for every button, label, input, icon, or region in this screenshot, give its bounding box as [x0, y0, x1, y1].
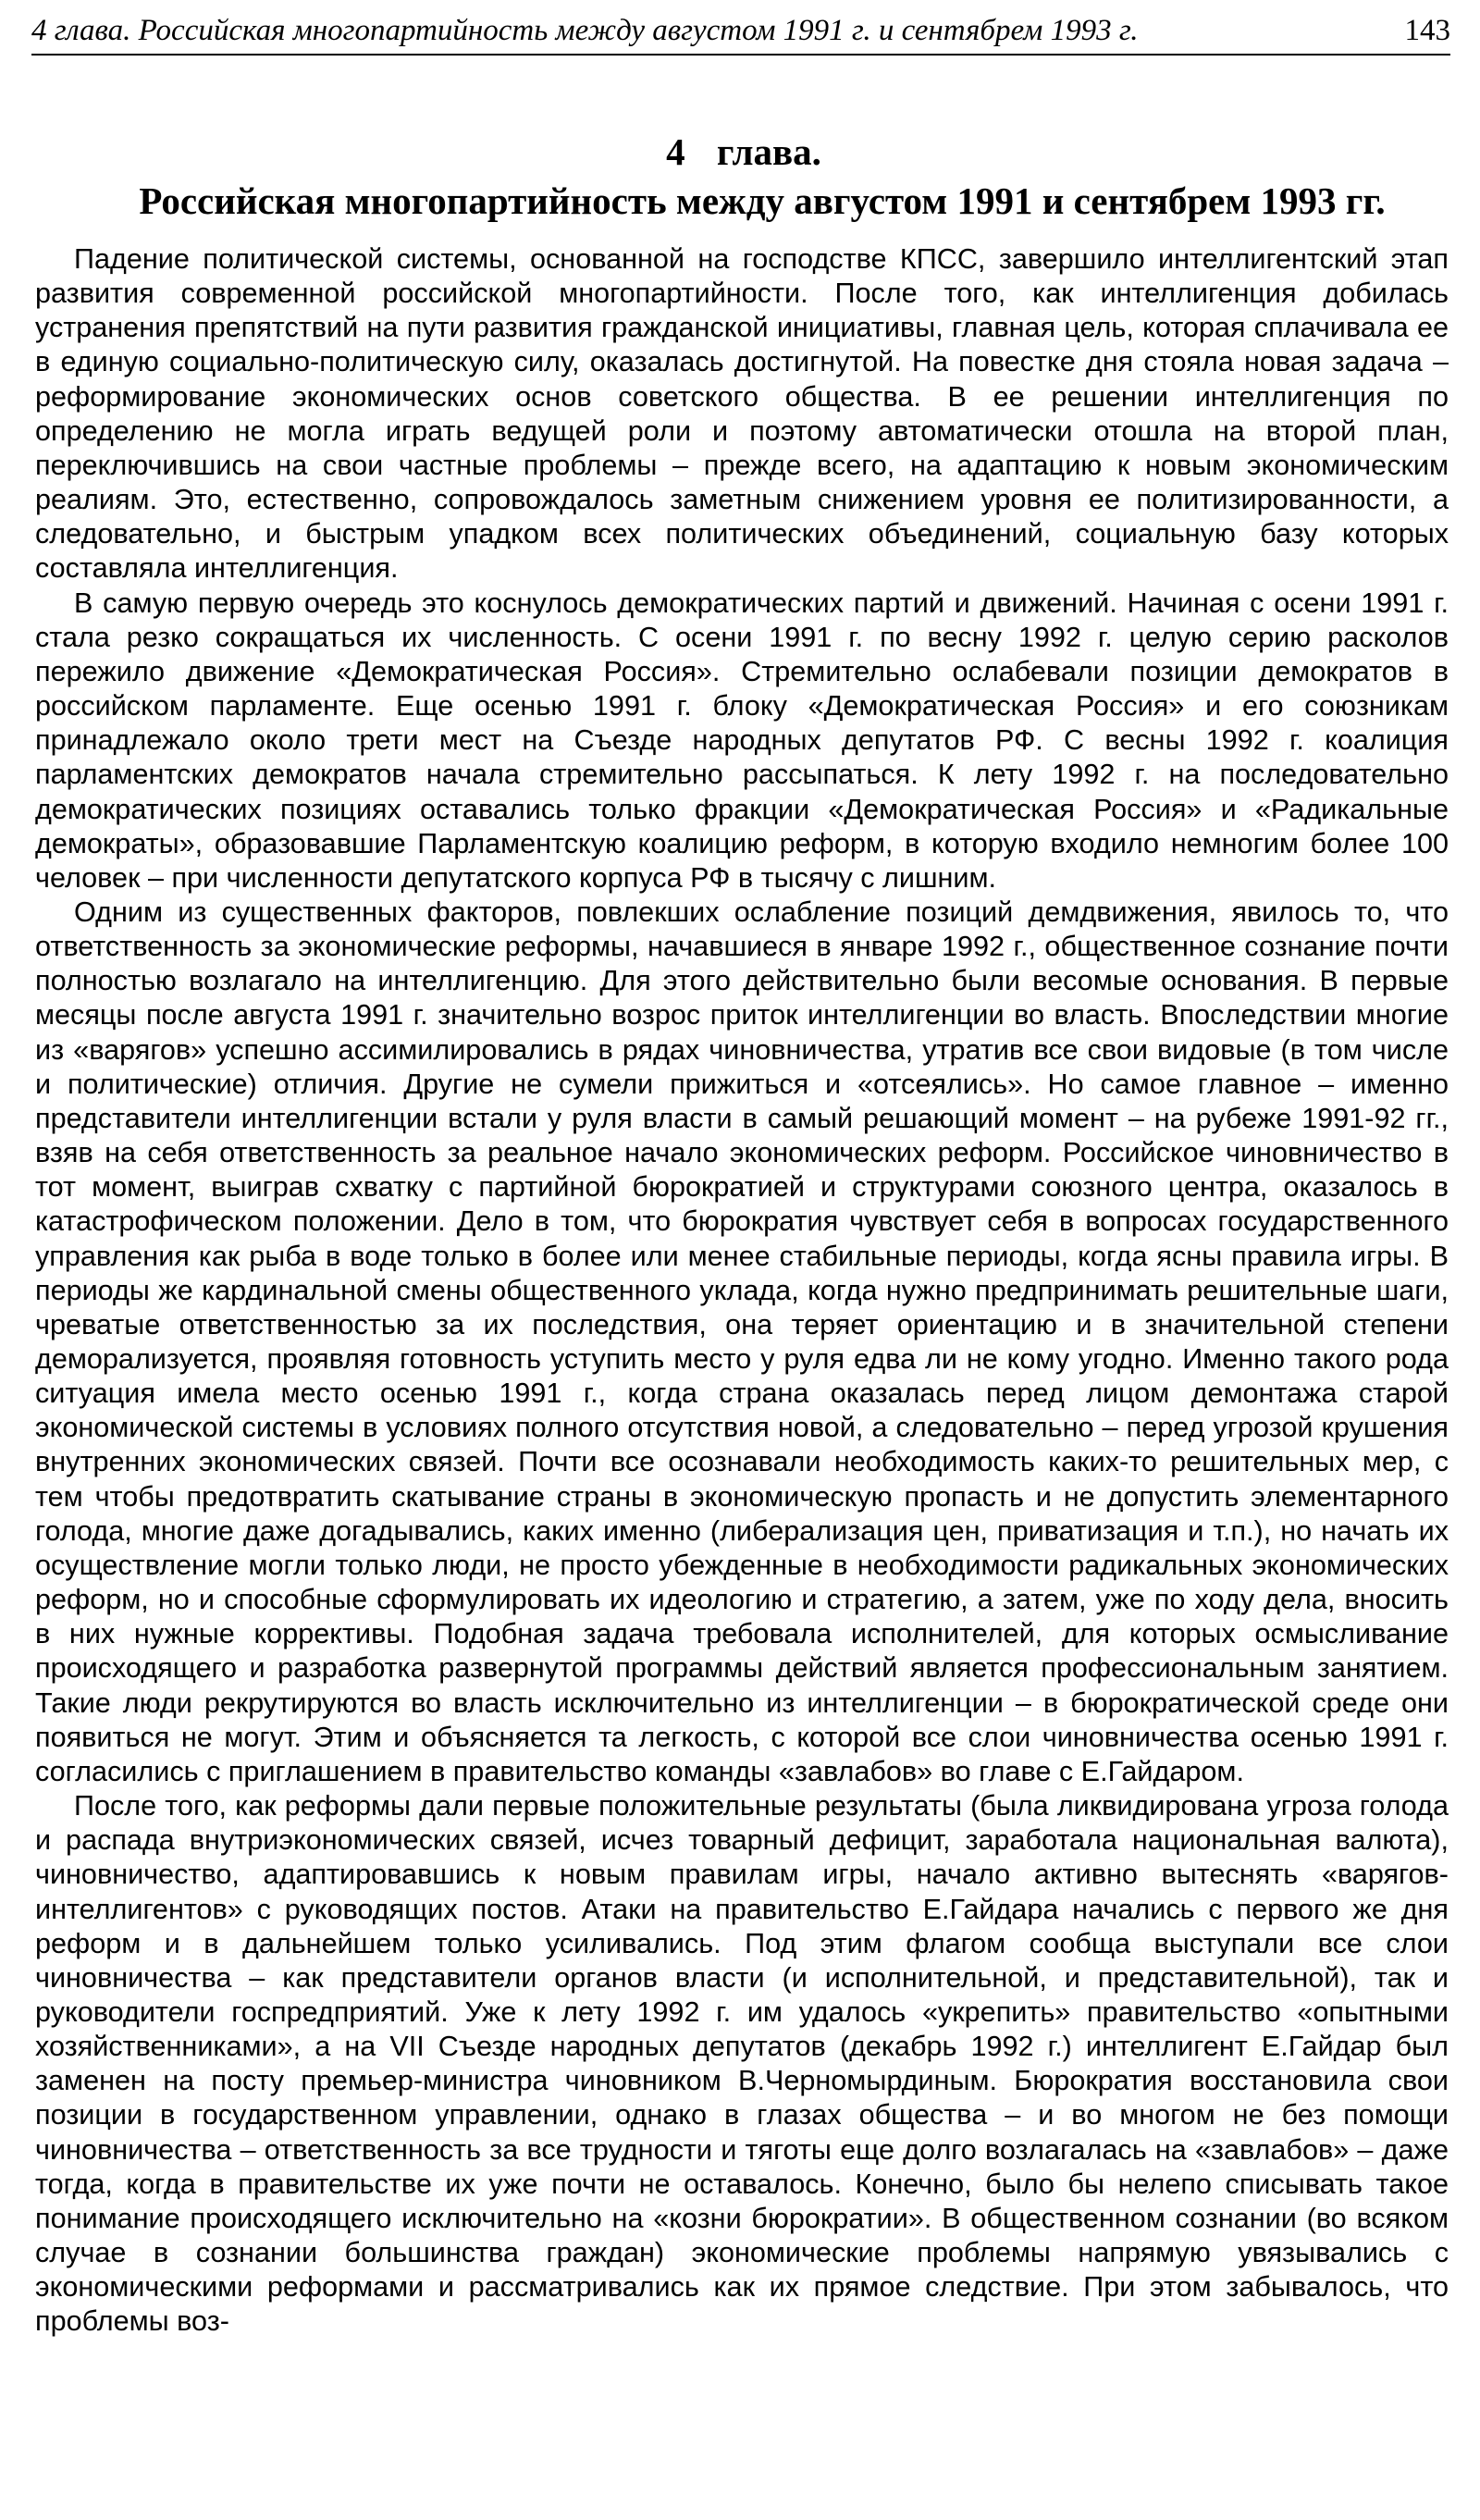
page-number: 143	[1404, 14, 1450, 47]
chapter-number: 4 глава.	[666, 130, 821, 173]
body-text	[35, 242, 1449, 2340]
paragraph: Одним из существенных факторов, повлекших ослабление позиций демдвижения, явилось то, что ответственность за экономические реформы, начавшиеся в январе 1992 г., общественное сознание почти полностью возлагало на интеллигенцию. Для этого действительно были весомые основания. В первые месяцы после августа 1991 г. значительно возрос приток интеллигенции во власть. Впоследствии многие из «варягов» успешно ассимилировались в рядах чиновничества, утратив все свои видовые (в том числе и политические) отличия. Другие не сумели прижиться и «отсеялись». Но самое главное – именно представители интеллигенции встали у руля власти в самый решающий момент – на рубеже 1991-92 гг., взяв на себя ответственность за реальное начало экономических реформ. Российское чиновничество в тот момент, выиграв схватку с партийной бюрократией и структурами союзного центра, оказалось в катастрофическом положении. Дело в том, что бюрократия чувствует себя в вопросах государственного управления как рыба в воде только в более или менее стабильные периоды, когда ясны правила игры. В периоды же кардинальной смены общественного уклада, когда нужно предпринимать решительные шаги, чреватые ответственностью за их последствия, она теряет ориентацию и в значительной степени деморализуется, проявляя готовность уступить место у руля едва ли не кому угодно. Именно такого рода ситуация имела место осенью 1991 г., когда страна оказалась перед лицом демонтажа старой экономической системы в условиях полного отсутствия новой, а следовательно – перед угрозой крушения внутренних экономических связей. Почти все осознавали необходимость каких-то решительных мер, с тем чтобы предотвратить скатывание страны в экономическую пропасть и не допустить элементарного голода, многие даже догадывались, каких именно (либерализация цен, приватизация и т.п.), но начать их осуществление могли только люди, не просто убежденные в необходимости радикальных экономических реформ, но и способные сформулировать их идеологию и стратегию, а затем, уже по ходу дела, вносить в них нужные коррективы. Подобная задача требовала исполнителей, для которых осмысливание происходящего и разработка развернутой программы действий является профессиональным занятием. Такие люди рекрутируются во власть исключительно из интеллигенции – в бюрократической среде они появиться не могут. Этим и объясняется та легкость, с которой все слои чиновничества осенью 1991 г. согласились с приглашением в правительство команды «завлабов» во главе с Е.Гайдаром.	[35, 896, 1449, 1787]
paragraph: Падение политической системы, основанной на господстве КПСС, завершило интеллигентский этап развития современной российской многопартийности. После того, как интеллигенция добилась устранения препятствий на пути развития гражданской инициативы, главная цель, которая сплачивала ее в единую социально-политическую силу, оказалась достигнутой. На повестке дня стояла новая задача – реформирование экономических основ советского общества. В ее решении интеллигенция по определению не могла играть ведущей роли и поэтому автоматически отошла на второй план, переключившись на свои частные проблемы – прежде всего, на адаптацию к новым экономическим реалиям. Это, естественно, сопровождалось заметным снижением уровня ее политизированности, а следовательно, и быстрым упадком всех политических объединений, социальную базу которых составляла интеллигенция.	[35, 243, 1449, 585]
chapter-title: Российская многопартийность между августом 1991 и сентябрем 1993 гг.	[139, 179, 1386, 222]
chapter-heading	[37, 128, 1450, 226]
paragraph: После того, как реформы дали первые положительные результаты (была ликвидирована угроза голода и распада внутриэкономических связей, исчез товарный дефицит, заработала национальная валюта), чиновничество, адаптировавшись к новым правилам игры, начало активно вытеснять «варягов-интеллигентов» с руководящих постов. Атаки на правительство Е.Гайдара начались с первого же дня реформ и в дальнейшем только усиливались. Под этим флагом сообща выступали все слои чиновничества – как представители органов власти (и исполнительной, и представительной), так и руководители госпредприятий. Уже к лету 1992 г. им удалось «укрепить» правительство «опытными хозяйственниками», а на VII Съезде народных депутатов (декабрь 1992 г.) интеллигент Е.Гайдар был заменен на посту премьер-министра чиновником В.Черномырдиным. Бюрократия восстановила свои позиции в государственном управлении, однако в глазах общества – и во многом не без помощи чиновничества – ответственность за все трудности и тяготы еще долго возлагалась на «завлабов» – даже тогда, когда в правительстве их уже почти не оставалось. Конечно, было бы нелепо списывать такое понимание происходящего исключительно на «козни бюрократии». В общественном сознании (во всяком случае в сознании большинства граждан) экономические проблемы напрямую увязывались с экономическими реформами и рассматривались как их прямое следствие. При этом забывалось, что проблемы воз-	[35, 1790, 1449, 2338]
running-title: 4 глава. Российская многопартийность между августом 1991 г. и сентябрем 1993 г.	[31, 14, 1139, 47]
paragraph: В самую первую очередь это коснулось демократических партий и движений. Начиная с осени 1991 г. стала резко сокращаться их численность. С осени 1991 г. по весну 1992 г. целую серию расколов пережило движение «Демократическая Россия». Стремительно ослабевали позиции демократов в российском парламенте. Еще осенью 1991 г. блоку «Демократическая Россия» и его союзникам принадлежало около трети мест на Съезде народных депутатов РФ. С весны 1992 г. коалиция парламентских демократов начала стремительно рассыпаться. К лету 1992 г. на последовательно демократических позициях оставались только фракции «Демократическая Россия» и «Радикальные демократы», образовавшие Парламентскую коалицию реформ, в которую входило немногим более 100 человек – при численности депутатского корпуса РФ в тысячу с лишним.	[35, 587, 1449, 894]
running-header	[31, 7, 1450, 56]
